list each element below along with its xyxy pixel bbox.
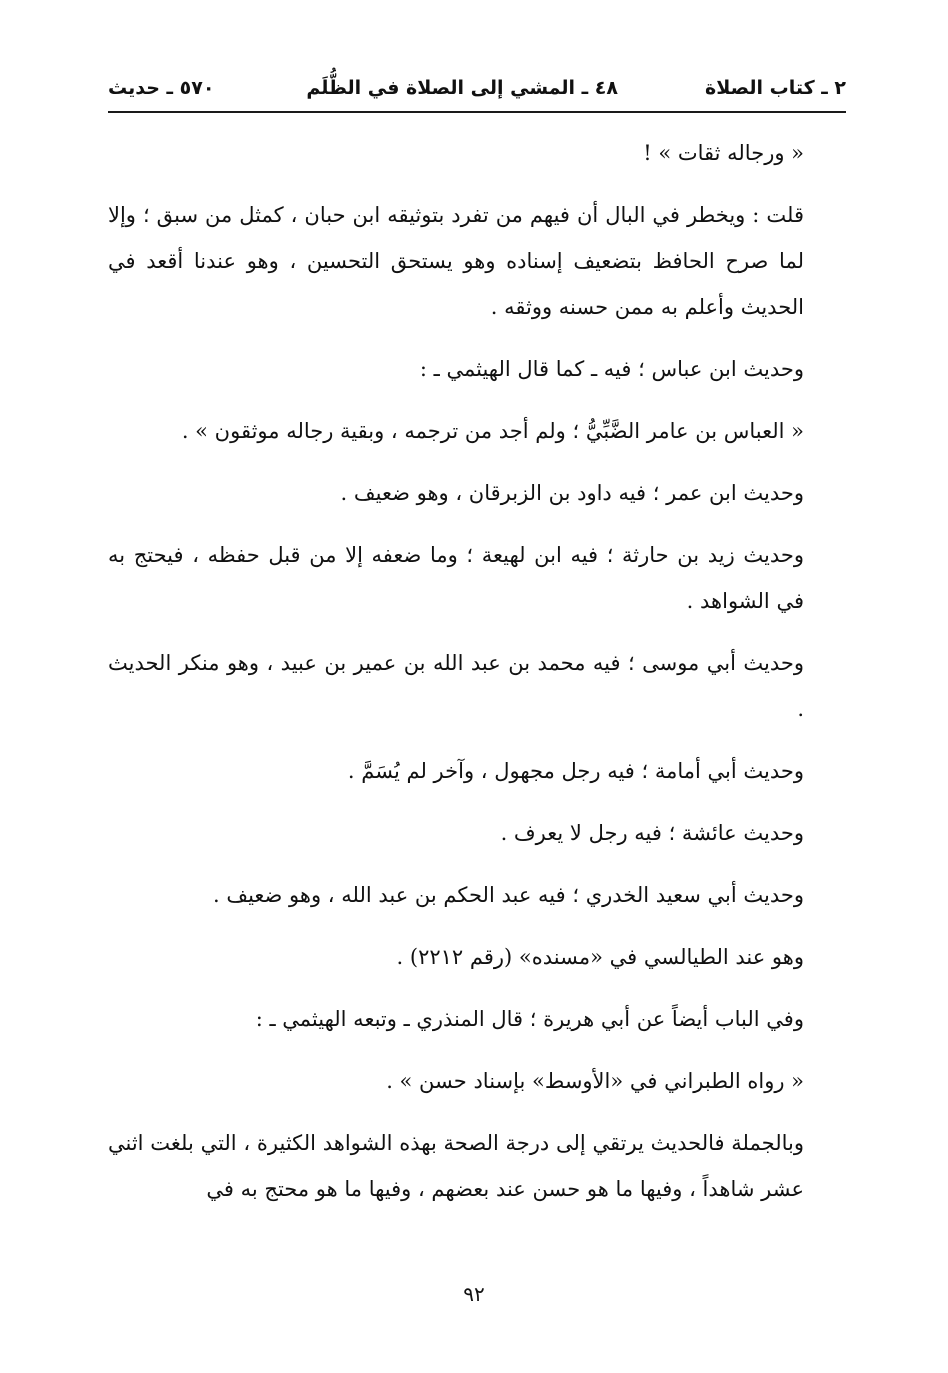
paragraph: وحديث ابن عباس ؛ فيه ـ كما قال الهيثمي ـ : (419, 357, 804, 381)
paragraph: وحديث عائشة ؛ فيه رجل لا يعرف . (500, 821, 804, 845)
paragraph: وحديث أبي موسى ؛ فيه محمد بن عبد الله بن عمير بن عبيد ، وهو منكر الحديث . (108, 651, 804, 721)
paragraph: « العباس بن عامر الضَّبِّيُّ ؛ ولم أجد من ترجمه ، وبقية رجاله موثقون » . (181, 419, 804, 443)
page-number: ٩٢ (463, 1282, 485, 1306)
header-chapter: ٢ ـ كتاب الصلاة (705, 77, 846, 99)
paragraph: وحديث أبي أمامة ؛ فيه رجل مجهول ، وآخر لم يُسَمَّ . (347, 759, 804, 783)
header-hadith-ref: ٥٧٠ ـ حديث (108, 77, 215, 99)
paragraph: وهو عند الطيالسي في «مسنده» (رقم ٢٢١٢) . (396, 945, 804, 969)
page-body (108, 130, 846, 1228)
paragraph: وحديث أبي سعيد الخدري ؛ فيه عبد الحكم بن عبد الله ، وهو ضعيف . (212, 883, 804, 907)
paragraph: وحديث زيد بن حارثة ؛ فيه ابن لهيعة ؛ وما ضعفه إلا من قبل حفظه ، فيحتج به في الشواهد . (108, 543, 804, 613)
paragraph: وفي الباب أيضاً عن أبي هريرة ؛ قال المنذري ـ وتبعه الهيثمي ـ : (255, 1007, 804, 1031)
paragraph: « ورجاله ثقات » ! (643, 141, 804, 165)
running-header (108, 70, 846, 106)
header-section: ٤٨ ـ المشي إلى الصلاة في الظُّلَم (306, 77, 618, 99)
paragraph: قلت : ويخطر في البال أن فيهم من تفرد بتوثيقه ابن حبان ، كمثل من سبق ؛ وإلا لما صرح الحافظ بتضعيف إسناده وهو يستحق التحسين ، وهو عندنا أقعد في الحديث وأعلم به ممن حسنه ووثقه . (108, 203, 804, 319)
paragraph: « رواه الطبراني في «الأوسط» بإسناد حسن » . (386, 1069, 804, 1093)
header-rule (108, 111, 846, 113)
paragraph: وحديث ابن عمر ؛ فيه داود بن الزبرقان ، وهو ضعيف . (340, 481, 804, 505)
paragraph: وبالجملة فالحديث يرتقي إلى درجة الصحة بهذه الشواهد الكثيرة ، التي بلغت اثني عشر شاهداً ، وفيها ما هو حسن عند بعضهم ، وفيها ما هو محتج به في (108, 1131, 804, 1201)
